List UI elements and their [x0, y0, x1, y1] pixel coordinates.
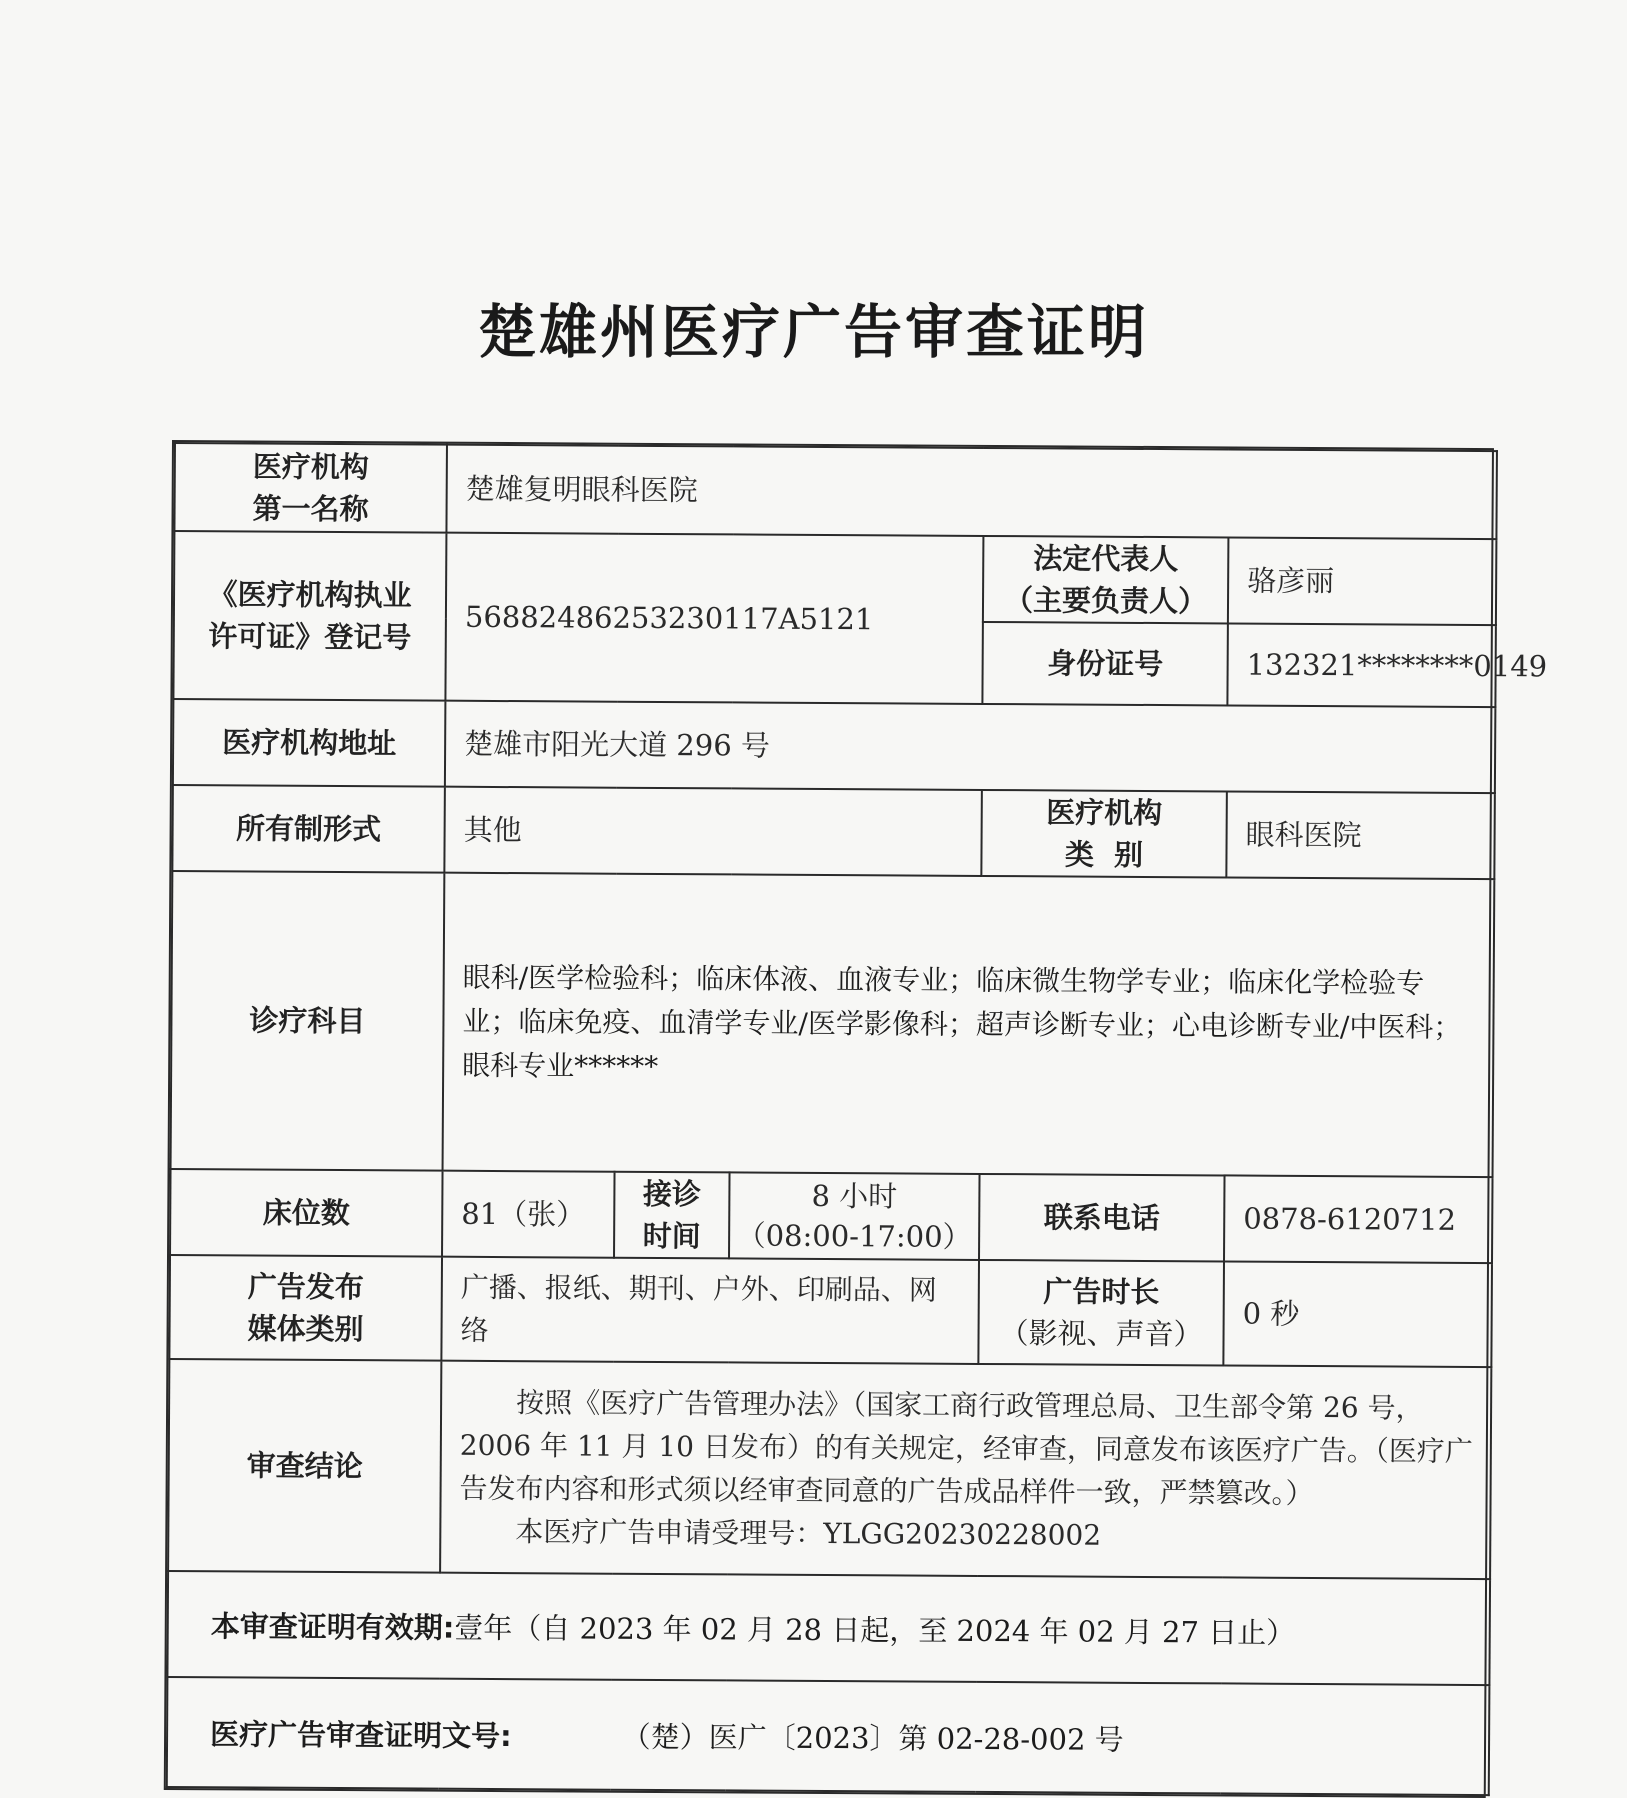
legal-rep-label-line1: 法定代表人	[1033, 541, 1179, 577]
license-label-line1: 《医疗机构执业	[208, 577, 412, 613]
legal-rep-value: 骆彦丽	[1228, 537, 1497, 625]
duration-label-cell	[978, 1260, 1224, 1365]
doc-number-cell	[167, 1677, 1490, 1795]
license-label-line2: 许可证》登记号	[208, 619, 412, 655]
hours-value-line1: 8 小时	[811, 1178, 898, 1214]
conclusion-label: 审查结论	[168, 1359, 441, 1573]
phone-label: 联系电话	[979, 1174, 1225, 1261]
category-label-line1: 医疗机构	[1046, 795, 1163, 831]
validity-value: 壹年（自 2023 年 02 月 28 日起，至 2024 年 02 月 27 日止）	[454, 1610, 1296, 1650]
row-institution-name	[174, 443, 1497, 539]
id-label: 身份证号	[982, 622, 1227, 705]
hours-label-cell	[614, 1172, 730, 1259]
address-value: 楚雄市阳光大道 296 号	[445, 701, 1496, 793]
media-label-line1: 广告发布	[247, 1269, 364, 1305]
beds-value: 81（张）	[442, 1171, 615, 1258]
conclusion-text: 按照《医疗广告管理办法》（国家工商行政管理总局、卫生部令第 26 号，2006 年 11 月 10 日发布）的有关规定，经审查，同意发布该医疗广告。（医疗广告发布内容和形式须以经审查同意的广告成品样件一致，严禁篡改。）	[459, 1386, 1473, 1510]
ownership-value: 其他	[444, 787, 982, 876]
doc-number-value: （楚）医广〔2023〕第 02-28-002 号	[621, 1719, 1124, 1757]
conclusion-cell	[440, 1361, 1491, 1579]
name-label-line1: 医疗机构	[252, 449, 369, 485]
hours-value-cell	[729, 1172, 980, 1260]
media-value: 广播、报纸、期刊、户外、印刷品、网络	[441, 1257, 979, 1364]
departments-value: 眼科/医学检验科；临床体液、血液专业；临床微生物学专业；临床化学检验专业；临床免疫、血清学专业/医学影像科；超声诊断专业；心电诊断专业/中医科；眼科专业******	[443, 873, 1495, 1177]
row-license	[174, 531, 1497, 625]
row-validity	[167, 1571, 1490, 1685]
media-label-line2: 媒体类别	[247, 1311, 364, 1347]
row-departments	[171, 871, 1495, 1177]
duration-value: 0 秒	[1223, 1261, 1492, 1367]
name-label-line2: 第一名称	[252, 491, 369, 527]
address-label: 医疗机构地址	[173, 699, 446, 787]
certificate-form	[164, 440, 1548, 1798]
doc-number-label: 医疗广告审查证明文号:	[209, 1716, 512, 1753]
id-number-value: 132321********0149	[1227, 623, 1496, 707]
validity-cell	[167, 1571, 1490, 1685]
departments-label: 诊疗科目	[171, 871, 445, 1171]
category-label-line2: 类 别	[1064, 837, 1144, 872]
hours-label-line2: 时间	[642, 1218, 701, 1254]
beds-label: 床位数	[170, 1169, 443, 1257]
legal-rep-label-cell	[983, 536, 1229, 623]
ownership-label: 所有制形式	[172, 785, 445, 873]
name-label-cell	[174, 443, 447, 533]
media-label-cell	[169, 1255, 442, 1361]
validity-label: 本审查证明有效期:	[210, 1608, 455, 1645]
row-ownership	[172, 785, 1495, 879]
institution-name-value: 楚雄复明眼科医院	[446, 445, 1497, 539]
legal-rep-label-line2: （主要负责人）	[1003, 583, 1208, 619]
certificate-table	[166, 442, 1548, 1796]
row-address	[173, 699, 1496, 793]
application-number: 本医疗广告申请受理号：YLGG20230228002	[515, 1515, 1102, 1552]
row-conclusion	[168, 1359, 1491, 1579]
hours-label-line1: 接诊	[642, 1176, 702, 1212]
license-number-value: 56882486253230117A5121	[445, 533, 983, 704]
category-label-cell	[981, 790, 1227, 877]
duration-label-line2: （影视、声音）	[999, 1316, 1203, 1352]
row-media-duration	[169, 1255, 1492, 1367]
document-title: 楚雄州医疗广告审查证明	[477, 298, 1149, 366]
row-beds-hours-phone	[170, 1169, 1493, 1263]
hours-value-line2: （08:00-17:00）	[736, 1218, 972, 1254]
phone-value: 0878-6120712	[1224, 1175, 1493, 1263]
category-value: 眼科医院	[1226, 791, 1495, 879]
duration-label-line1: 广告时长	[1043, 1274, 1160, 1310]
row-doc-number	[167, 1677, 1490, 1795]
license-label-cell	[173, 531, 446, 701]
